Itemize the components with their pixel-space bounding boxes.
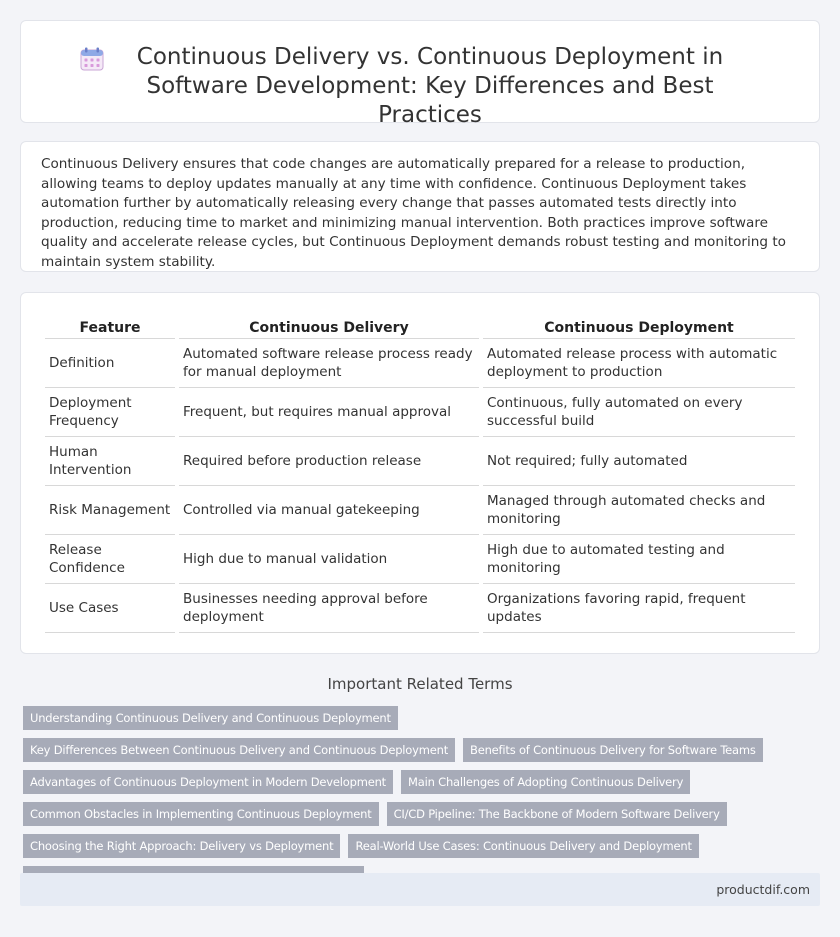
deployment-cell: Continuous, fully automated on every successful build [483,388,795,437]
delivery-cell: Controlled via manual gatekeeping [179,486,479,535]
title-card [20,20,820,128]
related-term-link[interactable]: Main Challenges of Adopting Continuous Delivery [401,770,690,794]
related-term-link[interactable]: Understanding Continuous Delivery and Continuous Deployment [23,706,398,730]
table-row [45,535,795,584]
comparison-table [41,316,799,633]
feature-cell: Risk Management [45,486,175,535]
delivery-cell: Required before production release [179,437,479,486]
deployment-cell: Not required; fully automated [483,437,795,486]
related-term-link[interactable]: Advantages of Continuous Deployment in Modern Development [23,770,393,794]
table-row [45,437,795,486]
comparison-table-card [20,292,820,654]
header-continuous-deployment: Continuous Deployment [483,316,795,339]
related-term-link[interactable]: CI/CD Pipeline: The Backbone of Modern Software Delivery [387,802,727,826]
deployment-cell: Automated release process with automatic deployment to production [483,339,795,388]
feature-cell: Use Cases [45,584,175,633]
footer [20,873,820,906]
table-row [45,486,795,535]
intro-card [20,141,820,272]
related-terms-heading: Important Related Terms [327,675,513,693]
related-term-link[interactable]: Common Obstacles in Implementing Continuous Deployment [23,802,379,826]
footer-site-name: productdif.com [716,882,810,897]
deployment-cell: High due to automated testing and monitoring [483,535,795,584]
related-term-link[interactable]: Choosing the Right Approach: Delivery vs Deployment [23,834,340,858]
table-header-row [45,316,795,339]
header-continuous-delivery: Continuous Delivery [179,316,479,339]
table-row [45,339,795,388]
page-title: Continuous Delivery vs. Continuous Deployment in Software Development: Key Differences and Best Practices [136,44,724,128]
related-terms-list [23,706,813,890]
delivery-cell: Automated software release process ready for manual deployment [179,339,479,388]
feature-cell: Human Intervention [45,437,175,486]
deployment-cell: Organizations favoring rapid, frequent updates [483,584,795,633]
feature-cell: Definition [45,339,175,388]
table-row [45,388,795,437]
related-term-link[interactable]: Key Differences Between Continuous Delivery and Continuous Deployment [23,738,455,762]
delivery-cell: High due to manual validation [179,535,479,584]
intro-paragraph: Continuous Delivery ensures that code changes are automatically prepared for a release to production, allowing teams to deploy updates manually at any time with confidence. Continuous Deployment takes automation further by automatically releasing every change that passes automated tests directly into production, reducing time to market and minimizing manual intervention. Both practices improve software quality and accelerate release cycles, but Continuous Deployment demands robust testing and monitoring to maintain system stability. [41,156,786,270]
feature-cell: Release Confidence [45,535,175,584]
feature-cell: Deployment Frequency [45,388,175,437]
table-row [45,584,795,633]
delivery-cell: Businesses needing approval before deployment [179,584,479,633]
deployment-cell: Managed through automated checks and monitoring [483,486,795,535]
delivery-cell: Frequent, but requires manual approval [179,388,479,437]
related-term-link[interactable]: Real-World Use Cases: Continuous Delivery and Deployment [348,834,698,858]
header-feature: Feature [45,316,175,339]
related-term-link[interactable]: Benefits of Continuous Delivery for Software Teams [463,738,763,762]
